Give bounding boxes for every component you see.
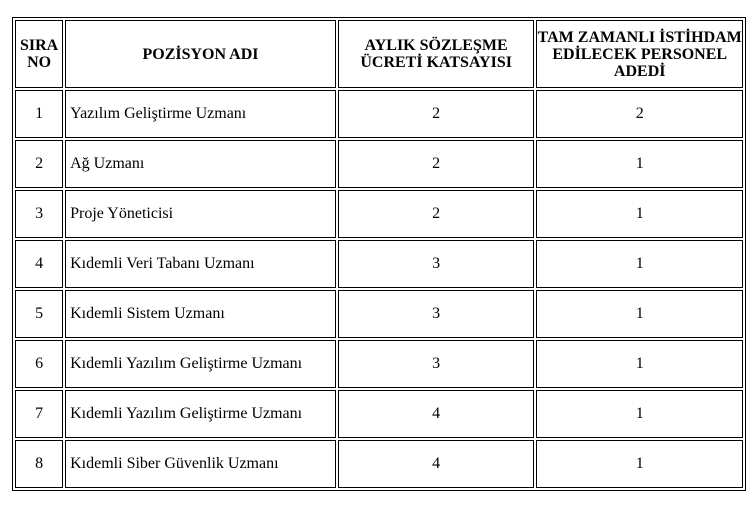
cell-count: 1 <box>536 140 743 188</box>
table-row <box>15 390 743 438</box>
table-row <box>15 90 743 138</box>
cell-no: 7 <box>15 390 63 438</box>
cell-count: 1 <box>536 340 743 388</box>
table-row <box>15 140 743 188</box>
cell-position: Ağ Uzmanı <box>65 140 336 188</box>
cell-no: 4 <box>15 240 63 288</box>
cell-no: 1 <box>15 90 63 138</box>
table-body <box>15 90 743 488</box>
cell-count: 1 <box>536 190 743 238</box>
table-row <box>15 440 743 488</box>
cell-no: 5 <box>15 290 63 338</box>
cell-coefficient: 2 <box>338 190 535 238</box>
positions-table <box>12 17 746 491</box>
cell-no: 2 <box>15 140 63 188</box>
header-sira-no: SIRA NO <box>15 20 63 88</box>
cell-coefficient: 2 <box>338 90 535 138</box>
cell-no: 6 <box>15 340 63 388</box>
cell-position: Kıdemli Siber Güvenlik Uzmanı <box>65 440 336 488</box>
cell-count: 2 <box>536 90 743 138</box>
cell-count: 1 <box>536 290 743 338</box>
cell-position: Kıdemli Yazılım Geliştirme Uzmanı <box>65 340 336 388</box>
cell-position: Kıdemli Yazılım Geliştirme Uzmanı <box>65 390 336 438</box>
cell-position: Yazılım Geliştirme Uzmanı <box>65 90 336 138</box>
cell-no: 8 <box>15 440 63 488</box>
cell-position: Kıdemli Sistem Uzmanı <box>65 290 336 338</box>
cell-position: Proje Yöneticisi <box>65 190 336 238</box>
header-pozisyon-adi: POZİSYON ADI <box>65 20 336 88</box>
table-row <box>15 190 743 238</box>
cell-count: 1 <box>536 390 743 438</box>
cell-coefficient: 3 <box>338 290 535 338</box>
cell-no: 3 <box>15 190 63 238</box>
cell-count: 1 <box>536 240 743 288</box>
cell-coefficient: 2 <box>338 140 535 188</box>
table-header <box>15 20 743 88</box>
cell-coefficient: 3 <box>338 240 535 288</box>
header-ucret-katsayisi: AYLIK SÖZLEŞME ÜCRETİ KATSAYISI <box>338 20 535 88</box>
table-row <box>15 340 743 388</box>
cell-coefficient: 3 <box>338 340 535 388</box>
cell-position: Kıdemli Veri Tabanı Uzmanı <box>65 240 336 288</box>
table-row <box>15 290 743 338</box>
table-row <box>15 240 743 288</box>
header-row <box>15 20 743 88</box>
cell-coefficient: 4 <box>338 440 535 488</box>
cell-count: 1 <box>536 440 743 488</box>
header-personel-adedi: TAM ZAMANLI İSTİHDAM EDİLECEK PERSONEL ADEDİ <box>536 20 743 88</box>
cell-coefficient: 4 <box>338 390 535 438</box>
